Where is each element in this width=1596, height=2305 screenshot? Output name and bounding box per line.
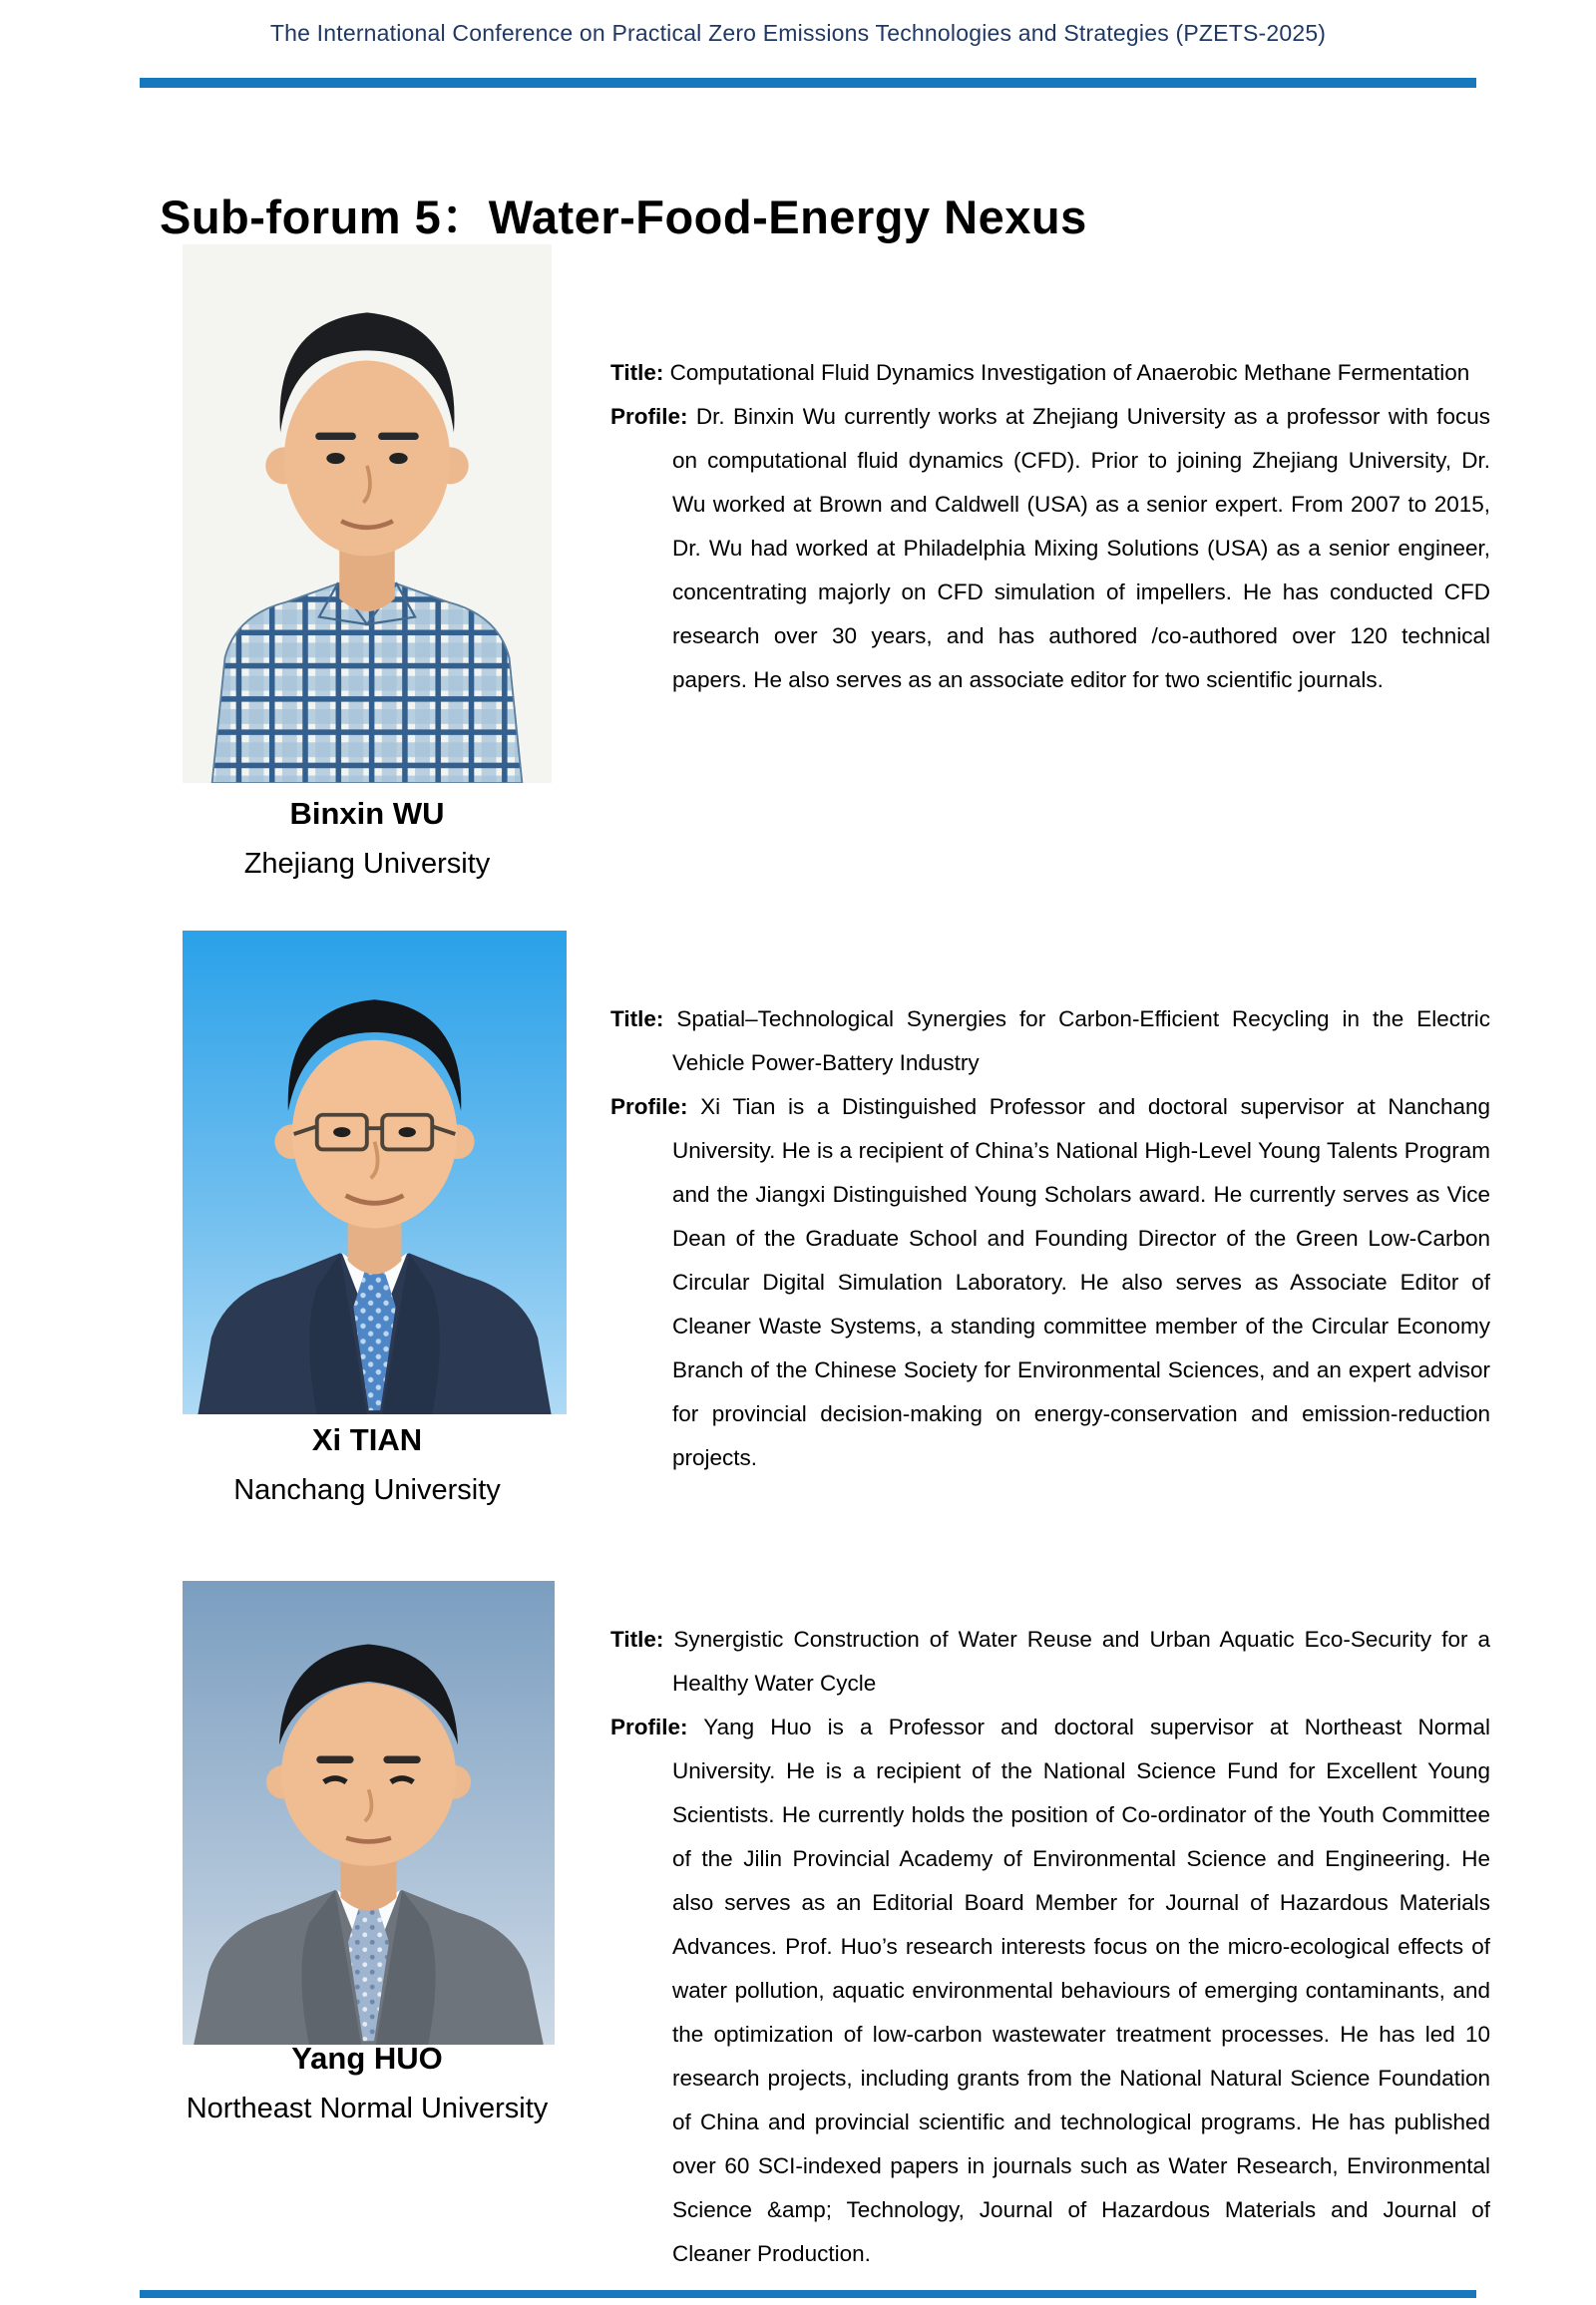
conference-header: The International Conference on Practical Zero Emissions Technologies and Strategies (PZETS-2025)	[269, 20, 1327, 46]
speaker-bio-block	[610, 351, 1490, 702]
title-label: Title:	[610, 360, 664, 385]
profile-label: Profile:	[610, 1715, 688, 1739]
speaker-affiliation: Northeast Normal University	[186, 2093, 549, 2124]
profile-text: Yang Huo is a Professor and doctoral supervisor at Northeast Normal University. He is a recipient of the National Science Fund for Excellent Young Scientists. He currently holds the position of Co-ordinator of the Youth Committee of the Jilin Provincial Academy of Environmental Science and Engineering. He also serves as an Editorial Board Member for Journal of Hazardous Materials Advances. Prof. Huo’s research interests focus on the micro-ecological effects of water pollution, aquatic environmental behaviours of emerging contaminants, and the optimization of low-carbon wastewater treatment processes. He has led 10 research projects, including grants from the National Natural Science Foundation of China and provincial scientific and technological programs. He has published over 60 SCI-indexed papers in journals such as Water Research, Environmental Science &amp; Technology, Journal of Hazardous Materials and Journal of Cleaner Production.	[672, 1715, 1490, 2266]
speaker-name: Binxin WU	[289, 796, 445, 831]
talk-title-text: Spatial–Technological Synergies for Carbon-Efficient Recycling in the Electric Vehicle Power-Battery Industry	[672, 1006, 1490, 1075]
speaker-affiliation: Nanchang University	[233, 1474, 501, 1506]
speaker-photo	[183, 1581, 555, 2045]
profile-paragraph	[610, 395, 1490, 702]
speaker-bio-block	[610, 997, 1490, 1480]
speaker-photo	[183, 244, 552, 783]
talk-title-paragraph	[610, 351, 1490, 395]
profile-text: Dr. Binxin Wu currently works at Zhejiang University as a professor with focus on computational fluid dynamics (CFD). Prior to joining Zhejiang University, Dr. Wu worked at Brown and Caldwell (USA) as a senior expert. From 2007 to 2015, Dr. Wu had worked at Philadelphia Mixing Solutions (USA) as a senior engineer, concentrating majorly on CFD simulation of impellers. He has conducted CFD research over 30 years, and has authored /co-authored over 120 technical papers. He also serves as an associate editor for two scientific journals.	[672, 404, 1490, 692]
speaker-name: Yang HUO	[291, 2041, 443, 2076]
talk-title-text: Computational Fluid Dynamics Investigation of Anaerobic Methane Fermentation	[669, 360, 1470, 385]
talk-title-paragraph	[610, 997, 1490, 1085]
portrait-illustration	[183, 1581, 555, 2045]
profile-paragraph	[610, 1706, 1490, 2276]
speaker-photo	[183, 931, 567, 1414]
page-title: Sub-forum 5：Water-Food-Energy Nexus	[160, 191, 1087, 244]
speaker-name: Xi TIAN	[311, 1422, 423, 1457]
profile-text: Xi Tian is a Distinguished Professor and doctoral supervisor at Nanchang University. He is a recipient of China’s National High-Level Young Talents Program and the Jiangxi Distinguished Young Scholars award. He currently serves as Vice Dean of the Graduate School and Founding Director of the Green Low-Carbon Circular Digital Simulation Laboratory. He also serves as Associate Editor of Cleaner Waste Systems, a standing committee member of the Circular Economy Branch of the Chinese Society for Environmental Sciences, and an expert advisor for provincial decision-making on energy-conservation and emission-reduction projects.	[672, 1094, 1490, 1470]
speaker-bio-block	[610, 1618, 1490, 2276]
title-label: Title:	[610, 1627, 664, 1652]
title-label: Title:	[610, 1006, 664, 1031]
portrait-illustration	[183, 931, 567, 1414]
speaker-affiliation: Zhejiang University	[243, 848, 491, 880]
talk-title-paragraph	[610, 1618, 1490, 1706]
header-divider-rule	[140, 78, 1476, 88]
profile-label: Profile:	[610, 404, 688, 429]
talk-title-text: Synergistic Construction of Water Reuse and Urban Aquatic Eco-Security for a Healthy Water Cycle	[672, 1627, 1490, 1696]
profile-label: Profile:	[610, 1094, 688, 1119]
profile-paragraph	[610, 1085, 1490, 1480]
portrait-illustration	[183, 244, 552, 783]
footer-divider-rule	[140, 2290, 1476, 2298]
